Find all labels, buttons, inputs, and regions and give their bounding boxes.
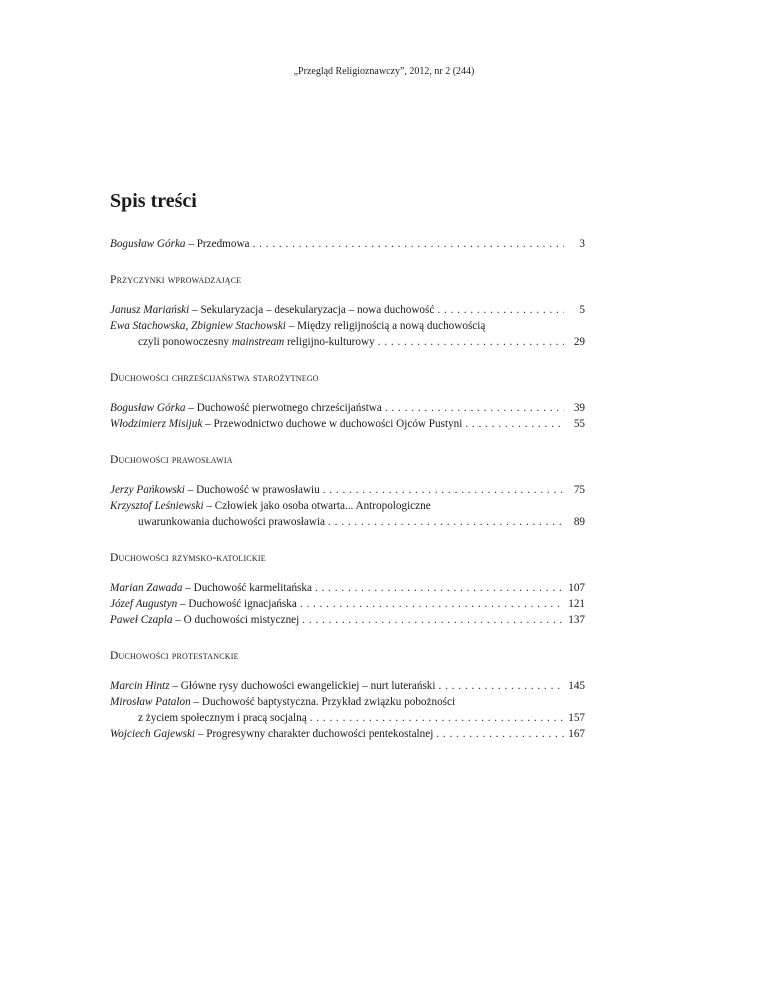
toc-leader	[436, 726, 564, 742]
toc-separator: –	[190, 696, 202, 708]
toc-author: Ewa Stachowska, Zbigniew Stachowski	[110, 320, 286, 332]
toc-leader	[253, 236, 564, 252]
toc-separator: –	[177, 598, 189, 610]
toc-leader	[323, 482, 564, 498]
toc-separator: –	[185, 238, 197, 250]
toc-page: 137	[568, 614, 585, 626]
toc-title: Przewodnictwo duchowe w duchowości Ojców Pustyni	[213, 418, 463, 430]
toc-title: Główne rysy duchowości ewangelickiej – nurt luterański	[180, 680, 436, 692]
toc-leader	[310, 710, 564, 726]
toc-title: O duchowości mistycznej	[183, 614, 300, 626]
toc-author: Marcin Hintz	[110, 680, 170, 692]
toc-leader	[302, 612, 564, 628]
toc-author: Krzysztof Leśniewski	[110, 500, 204, 512]
toc-entry-continuation	[110, 710, 585, 726]
toc-entry[interactable]	[110, 318, 585, 350]
toc-title: Duchowość pierwotnego chrześcijaństwa	[196, 402, 382, 414]
table-of-contents	[110, 236, 585, 742]
toc-separator: –	[195, 728, 207, 740]
toc-separator: –	[202, 418, 214, 430]
journal-header: „Przegląd Religioznawczy”, 2012, nr 2 (244)	[293, 66, 475, 77]
toc-entry[interactable]	[110, 302, 585, 318]
toc-separator: –	[172, 614, 184, 626]
toc-entry[interactable]	[110, 416, 585, 432]
toc-leader	[439, 678, 564, 694]
toc-title-cont: czyli ponowoczesny mainstream religijno-kulturowy	[138, 336, 375, 348]
section-heading: Duchowości protestanckie	[110, 650, 239, 662]
toc-sections	[110, 272, 585, 742]
toc-author: Włodzimierz Misijuk	[110, 418, 203, 430]
toc-title: Duchowość w prawosławiu	[196, 484, 320, 496]
toc-title: Duchowość baptystyczna. Przykład związku pobożności	[201, 696, 456, 708]
toc-separator: –	[185, 402, 197, 414]
toc-entry[interactable]	[110, 726, 585, 742]
toc-entry[interactable]	[110, 498, 585, 530]
toc-entry-intro[interactable]	[110, 236, 585, 252]
toc-entry-line	[110, 694, 585, 710]
toc-title: Przedmowa	[196, 238, 250, 250]
toc-title-cont: uwarunkowania duchowości prawosławia	[138, 516, 326, 528]
toc-entry[interactable]	[110, 612, 585, 628]
section-heading: Duchowości rzymsko-katolickie	[110, 552, 266, 564]
toc-page: 89	[573, 516, 585, 528]
toc-author: Marian Zawada	[110, 582, 183, 594]
toc-author: Bogusław Górka	[110, 238, 186, 250]
toc-author: Wojciech Gajewski	[110, 728, 196, 740]
toc-entry[interactable]	[110, 482, 585, 498]
toc-page: 5	[579, 304, 585, 316]
toc-entry-line	[110, 498, 585, 514]
toc-page: 3	[579, 238, 585, 250]
toc-author: Józef Augustyn	[110, 598, 178, 610]
toc-page: 75	[573, 484, 585, 496]
toc-author: Paweł Czapla	[110, 614, 173, 626]
toc-title: Między religijnością a nową duchowością	[297, 320, 486, 332]
toc-leader	[300, 596, 564, 612]
toc-separator: –	[182, 582, 194, 594]
toc-leader	[465, 416, 564, 432]
toc-page: 39	[573, 402, 585, 414]
toc-entry[interactable]	[110, 694, 585, 726]
toc-leader	[328, 514, 564, 530]
toc-separator: –	[285, 320, 298, 332]
toc-leader	[378, 334, 564, 350]
toc-leader	[437, 302, 564, 318]
toc-author: Mirosław Patalon	[110, 696, 191, 708]
toc-author: Jerzy Pańkowski	[110, 484, 185, 496]
section-heading: Przyczynki wprowadzające	[110, 274, 242, 286]
toc-leader	[315, 580, 564, 596]
toc-page: 55	[573, 418, 585, 430]
toc-title: Progresywny charakter duchowości pentekostalnej	[206, 728, 434, 740]
toc-page: 107	[568, 582, 585, 594]
toc-title: Duchowość ignacjańska	[188, 598, 297, 610]
toc-page: 121	[568, 598, 585, 610]
toc-leader	[385, 400, 564, 416]
toc-entry[interactable]	[110, 596, 585, 612]
toc-separator: –	[189, 304, 201, 316]
toc-title: Sekularyzacja – desekularyzacja – nowa duchowość	[200, 304, 435, 316]
toc-separator: –	[184, 484, 197, 496]
toc-entry[interactable]	[110, 400, 585, 416]
toc-title: Człowiek jako osoba otwarta... Antropologiczne	[214, 500, 431, 512]
toc-author: Bogusław Górka	[110, 402, 186, 414]
toc-page: 145	[568, 680, 585, 692]
toc-title: Duchowość karmelitańska	[193, 582, 312, 594]
page-title: Spis treści	[110, 190, 197, 212]
toc-entry-line	[110, 318, 585, 334]
toc-page: 167	[568, 728, 585, 740]
toc-page: 157	[568, 712, 585, 724]
toc-entry-continuation	[110, 514, 585, 530]
toc-page: 29	[573, 336, 585, 348]
toc-title-cont: z życiem społecznym i pracą socjalną	[138, 712, 307, 724]
toc-separator: –	[169, 680, 181, 692]
toc-entry[interactable]	[110, 580, 585, 596]
toc-author: Janusz Mariański	[110, 304, 190, 316]
section-heading: Duchowości prawosławia	[110, 454, 233, 466]
toc-entry-continuation	[110, 334, 585, 350]
toc-separator: –	[203, 500, 215, 512]
section-heading: Duchowości chrześcijaństwa starożytnego	[110, 372, 319, 384]
toc-entry[interactable]	[110, 678, 585, 694]
